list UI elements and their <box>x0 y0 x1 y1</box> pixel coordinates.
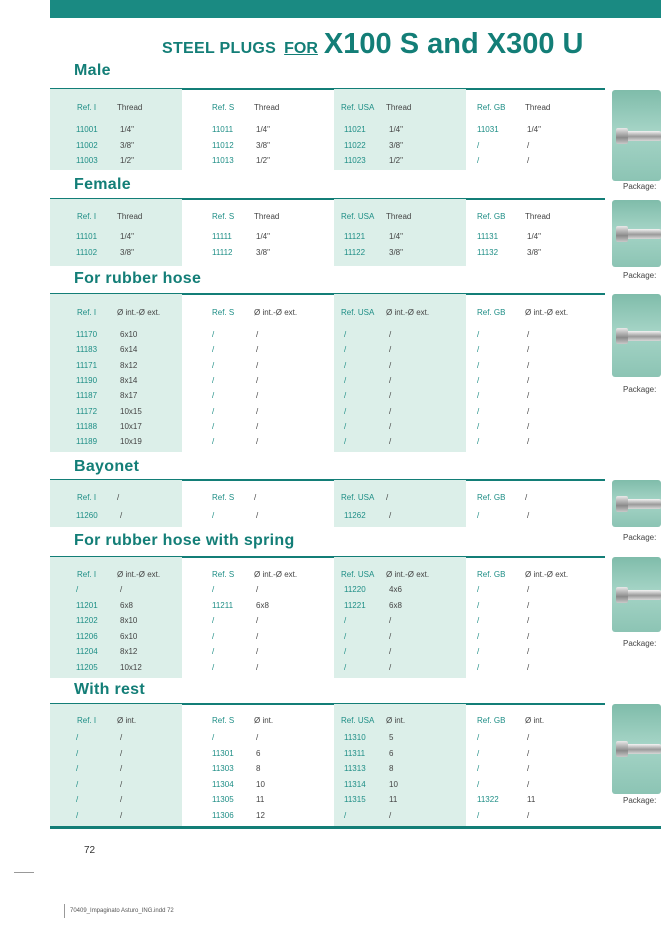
spec-value: 10x15 <box>120 406 142 416</box>
spec-value: / <box>120 795 123 804</box>
plug-collar <box>616 226 628 242</box>
spec-value: / <box>527 140 530 150</box>
spec-value: / <box>256 406 259 416</box>
section-title-spring: For rubber hose with spring <box>74 532 295 549</box>
value-header: Thread <box>386 212 412 221</box>
plug-collar <box>616 128 628 144</box>
package-label: Package: <box>623 385 657 394</box>
ref-code: 11012 <box>212 140 234 150</box>
ref-code: / <box>212 631 215 641</box>
plug-photo <box>612 704 661 794</box>
spec-value: 8 <box>389 764 394 773</box>
spec-value: 3/8" <box>120 140 134 150</box>
spec-value: 1/4" <box>256 125 270 134</box>
ref-header: Ref. USA <box>341 308 375 317</box>
spec-value: / <box>527 662 530 672</box>
footer-filename: 70409_Impaginato Asturo_ING.indd 72 <box>70 908 174 914</box>
ref-header: Ref. USA <box>341 103 375 112</box>
plug-photo <box>612 480 661 527</box>
package-label: Package: <box>623 533 657 542</box>
ref-code: / <box>477 585 480 594</box>
spec-value: 1/4" <box>120 125 134 134</box>
value-header: Thread <box>117 103 143 112</box>
ref-code: 11031 <box>477 125 499 134</box>
ref-code: 11112 <box>212 247 233 257</box>
spec-value: / <box>527 406 530 416</box>
value-header: Thread <box>254 212 280 221</box>
spec-value: 10x12 <box>120 662 142 672</box>
spec-value: 3/8" <box>389 247 403 257</box>
spec-value: / <box>256 616 259 625</box>
ref-header: Ref. I <box>77 493 97 502</box>
value-header: / <box>386 493 389 502</box>
spec-value: / <box>527 156 530 165</box>
spec-value: 11 <box>527 795 536 804</box>
ref-code: 11021 <box>344 125 366 134</box>
spec-value: 8x14 <box>120 375 138 385</box>
ref-code: / <box>477 733 480 742</box>
column-band <box>50 704 182 826</box>
ref-code: 11322 <box>477 795 499 804</box>
spec-value: / <box>256 360 259 370</box>
ref-code: 11262 <box>344 511 366 520</box>
value-header: Ø int.-Ø ext. <box>525 308 569 317</box>
spec-value: 1/2" <box>256 156 270 165</box>
ref-code: 11205 <box>76 662 98 672</box>
spec-value: 1/4" <box>527 232 541 241</box>
ref-header: Ref. GB <box>477 103 506 112</box>
ref-code: / <box>212 437 215 447</box>
ref-code: 11201 <box>76 600 98 610</box>
footer-divider <box>64 904 65 918</box>
ref-code: / <box>477 330 480 339</box>
spec-value: 3/8" <box>120 247 134 257</box>
title-main: X100 S and X300 U <box>323 28 584 60</box>
ref-code: / <box>344 391 347 401</box>
spec-value: / <box>527 360 530 370</box>
ref-code: / <box>344 375 347 385</box>
ref-header: Ref. I <box>77 212 97 221</box>
section-title-male: Male <box>74 62 111 79</box>
spec-value: / <box>527 733 530 742</box>
ref-code: / <box>477 375 480 385</box>
spec-value: / <box>527 764 530 773</box>
column-band <box>50 199 182 266</box>
title-prefix: STEEL PLUGS <box>162 40 277 57</box>
ref-code: 11170 <box>76 330 98 339</box>
ref-code: / <box>76 585 79 594</box>
spec-value: / <box>389 631 392 641</box>
ref-header: Ref. GB <box>477 308 506 317</box>
value-header: / <box>525 493 528 502</box>
spec-value: / <box>120 779 123 789</box>
ref-code: / <box>212 391 215 401</box>
spec-value: 8x17 <box>120 391 138 401</box>
spec-value: / <box>120 585 123 594</box>
ref-code: 11313 <box>344 764 366 773</box>
ref-code: 11172 <box>76 406 98 416</box>
spec-value: 6x10 <box>120 330 138 339</box>
spec-value: / <box>256 631 259 641</box>
ref-code: 11101 <box>76 232 98 241</box>
spec-value: 3/8" <box>256 247 270 257</box>
ref-code: 11301 <box>212 748 234 758</box>
ref-code: / <box>212 375 215 385</box>
plug-collar <box>616 328 628 344</box>
spec-value: / <box>527 345 530 355</box>
ref-code: / <box>344 810 347 820</box>
spec-value: / <box>256 647 259 656</box>
spec-value: / <box>256 375 259 385</box>
ref-code: 11188 <box>76 421 98 431</box>
ref-code: / <box>477 140 480 150</box>
page-number: 72 <box>84 845 96 856</box>
spec-value: / <box>527 391 530 401</box>
value-header: Ø int. <box>386 716 406 725</box>
spec-value: / <box>389 345 392 355</box>
ref-code: 11003 <box>76 156 98 165</box>
ref-code: / <box>477 647 480 656</box>
spec-value: / <box>389 391 392 401</box>
ref-code: 11220 <box>344 585 366 594</box>
spec-value: 1/4" <box>256 232 270 241</box>
ref-code: 11314 <box>344 779 366 789</box>
spec-value: / <box>527 616 530 625</box>
column-band <box>50 294 182 452</box>
spec-value: / <box>389 616 392 625</box>
plug-photo <box>612 200 661 267</box>
value-header: / <box>254 493 257 502</box>
ref-code: / <box>477 616 480 625</box>
spec-value: 6x8 <box>120 600 133 610</box>
ref-code: / <box>212 360 215 370</box>
title-for: FOR <box>284 40 318 57</box>
ref-header: Ref. GB <box>477 212 506 221</box>
plug-photo <box>612 294 661 377</box>
ref-code: / <box>477 631 480 641</box>
ref-code: / <box>76 779 79 789</box>
ref-code: 11204 <box>76 647 98 656</box>
spec-value: 5 <box>389 733 394 742</box>
ref-code: / <box>76 810 79 820</box>
spec-value: 6x8 <box>389 600 402 610</box>
value-header: Ø int. <box>525 716 545 725</box>
ref-header: Ref. S <box>212 716 235 725</box>
spec-value: / <box>120 733 123 742</box>
plug-photo <box>612 90 661 181</box>
ref-code: / <box>477 421 480 431</box>
spec-value: 10x19 <box>120 437 142 447</box>
spec-value: 1/2" <box>120 156 134 165</box>
spec-value: / <box>389 437 392 447</box>
spec-value: / <box>256 585 259 594</box>
ref-code: 11187 <box>76 391 98 401</box>
spec-value: / <box>256 345 259 355</box>
ref-code: / <box>344 360 347 370</box>
spec-value: / <box>527 421 530 431</box>
plug-collar <box>616 587 628 603</box>
ref-code: 11310 <box>344 733 366 742</box>
spec-value: / <box>389 375 392 385</box>
value-header: Thread <box>525 103 551 112</box>
ref-code: / <box>344 662 347 672</box>
value-header: Ø int.-Ø ext. <box>254 308 298 317</box>
ref-code: 11189 <box>76 437 98 447</box>
ref-code: 11202 <box>76 616 98 625</box>
ref-header: Ref. I <box>77 570 97 579</box>
ref-code: 11206 <box>76 631 98 641</box>
ref-code: / <box>477 437 480 447</box>
ref-code: / <box>344 330 347 339</box>
ref-code: / <box>76 795 79 804</box>
spec-value: / <box>120 748 123 758</box>
ref-code: 11002 <box>76 140 98 150</box>
value-header: Ø int. <box>254 716 274 725</box>
spec-value: / <box>527 779 530 789</box>
spec-value: 11 <box>256 795 265 804</box>
ref-code: / <box>344 616 347 625</box>
ref-code: 11132 <box>477 247 499 257</box>
top-accent-bar <box>50 0 661 18</box>
ref-code: / <box>212 662 215 672</box>
ref-header: Ref. I <box>77 308 97 317</box>
spec-value: / <box>527 631 530 641</box>
plug-collar <box>616 741 628 757</box>
value-header: Ø int.-Ø ext. <box>117 308 161 317</box>
ref-code: / <box>212 511 215 520</box>
ref-code: / <box>212 616 215 625</box>
value-header: / <box>117 493 120 502</box>
section-title-rubber: For rubber hose <box>74 270 202 287</box>
ref-code: / <box>212 733 215 742</box>
ref-code: 11304 <box>212 779 234 789</box>
plug-photo <box>612 557 661 632</box>
crop-mark <box>14 872 34 873</box>
value-header: Thread <box>254 103 280 112</box>
ref-code: / <box>477 779 480 789</box>
spec-value: / <box>256 330 259 339</box>
spec-value: / <box>389 647 392 656</box>
spec-value: / <box>527 375 530 385</box>
ref-code: / <box>477 764 480 773</box>
ref-code: 11260 <box>76 511 98 520</box>
ref-code: 11013 <box>212 156 234 165</box>
section-title-rest: With rest <box>74 681 146 698</box>
ref-code: 11305 <box>212 795 234 804</box>
ref-code: 11221 <box>344 600 366 610</box>
column-band <box>50 480 182 527</box>
ref-code: 11311 <box>344 748 366 758</box>
ref-header: Ref. S <box>212 308 235 317</box>
spec-value: / <box>389 662 392 672</box>
spec-value: 6 <box>389 748 394 758</box>
ref-header: Ref. I <box>77 103 97 112</box>
ref-header: Ref. S <box>212 570 235 579</box>
value-header: Thread <box>525 212 551 221</box>
spec-value: 10x17 <box>120 421 142 431</box>
spec-value: 4x6 <box>389 585 402 594</box>
spec-value: / <box>256 662 259 672</box>
ref-header: Ref. USA <box>341 493 375 502</box>
ref-code: / <box>477 662 480 672</box>
spec-value: / <box>120 810 123 820</box>
value-header: Ø int.-Ø ext. <box>525 570 569 579</box>
spec-value: 3/8" <box>256 140 270 150</box>
spec-value: 8x12 <box>120 360 138 370</box>
package-label: Package: <box>623 182 657 191</box>
column-band <box>50 557 182 678</box>
spec-value: 10 <box>256 779 265 789</box>
ref-header: Ref. USA <box>341 716 375 725</box>
spec-value: / <box>256 437 259 447</box>
spec-value: / <box>256 421 259 431</box>
spec-value: 8x12 <box>120 647 138 656</box>
package-label: Package: <box>623 639 657 648</box>
ref-code: 11102 <box>76 247 98 257</box>
ref-code: / <box>212 647 215 656</box>
ref-code: / <box>76 733 79 742</box>
spec-value: 1/4" <box>527 125 541 134</box>
ref-header: Ref. S <box>212 493 235 502</box>
ref-code: / <box>344 631 347 641</box>
ref-code: / <box>212 421 215 431</box>
spec-value: 12 <box>256 810 265 820</box>
ref-code: 11122 <box>344 247 366 257</box>
spec-value: / <box>527 810 530 820</box>
package-label: Package: <box>623 796 657 805</box>
ref-header: Ref. S <box>212 212 235 221</box>
ref-code: 11171 <box>76 360 98 370</box>
page-title <box>162 28 583 64</box>
ref-code: / <box>477 406 480 416</box>
spec-value: 1/4" <box>389 125 403 134</box>
spec-value: / <box>389 360 392 370</box>
ref-header: Ref. GB <box>477 493 506 502</box>
bottom-rule <box>50 826 661 829</box>
spec-value: 6 <box>256 748 261 758</box>
spec-value: / <box>527 748 530 758</box>
spec-value: / <box>256 733 259 742</box>
ref-code: / <box>344 437 347 447</box>
ref-code: 11023 <box>344 156 366 165</box>
ref-header: Ref. GB <box>477 716 506 725</box>
spec-value: 1/4" <box>120 232 134 241</box>
ref-code: 11211 <box>212 600 234 610</box>
spec-value: / <box>389 421 392 431</box>
ref-code: 11121 <box>344 232 366 241</box>
ref-header: Ref. S <box>212 103 235 112</box>
spec-value: / <box>256 391 259 401</box>
spec-value: / <box>389 330 392 339</box>
ref-code: / <box>477 360 480 370</box>
package-label: Package: <box>623 271 657 280</box>
value-header: Ø int.-Ø ext. <box>386 308 430 317</box>
spec-value: / <box>389 810 392 820</box>
ref-code: / <box>477 600 480 610</box>
spec-value: 10 <box>389 779 398 789</box>
spec-value: 6x8 <box>256 600 269 610</box>
spec-value: / <box>389 511 392 520</box>
ref-code: / <box>344 406 347 416</box>
ref-code: / <box>76 748 79 758</box>
column-band <box>50 89 182 170</box>
spec-value: / <box>389 406 392 416</box>
ref-code: / <box>76 764 79 773</box>
spec-value: / <box>527 437 530 447</box>
ref-header: Ref. GB <box>477 570 506 579</box>
ref-code: 11183 <box>76 345 98 355</box>
spec-value: 3/8" <box>389 140 403 150</box>
ref-code: / <box>477 511 480 520</box>
ref-code: 11111 <box>212 232 232 241</box>
spec-value: 8x10 <box>120 616 138 625</box>
ref-code: 11011 <box>212 125 234 134</box>
spec-value: / <box>527 647 530 656</box>
spec-value: / <box>256 511 259 520</box>
ref-code: / <box>477 748 480 758</box>
spec-value: 1/4" <box>389 232 403 241</box>
spec-value: 1/2" <box>389 156 403 165</box>
spec-value: / <box>527 511 530 520</box>
ref-code: / <box>212 585 215 594</box>
value-header: Ø int.-Ø ext. <box>117 570 161 579</box>
ref-code: / <box>344 647 347 656</box>
ref-code: 11001 <box>76 125 98 134</box>
section-title-bayonet: Bayonet <box>74 458 140 475</box>
ref-code: / <box>477 345 480 355</box>
spec-value: 6x14 <box>120 345 138 355</box>
ref-code: / <box>344 345 347 355</box>
ref-code: / <box>212 406 215 416</box>
ref-code: 11306 <box>212 810 234 820</box>
ref-code: / <box>212 330 215 339</box>
value-header: Ø int. <box>117 716 137 725</box>
spec-value: / <box>527 330 530 339</box>
value-header: Thread <box>117 212 143 221</box>
ref-header: Ref. USA <box>341 212 375 221</box>
value-header: Ø int.-Ø ext. <box>386 570 430 579</box>
ref-code: 11315 <box>344 795 366 804</box>
ref-code: / <box>477 810 480 820</box>
spec-value: 11 <box>389 795 398 804</box>
spec-value: 6x10 <box>120 631 138 641</box>
ref-code: / <box>477 156 480 165</box>
ref-header: Ref. USA <box>341 570 375 579</box>
spec-value: 3/8" <box>527 247 541 257</box>
ref-code: 11131 <box>477 232 499 241</box>
value-header: Thread <box>386 103 412 112</box>
ref-code: 11303 <box>212 764 234 773</box>
value-header: Ø int.-Ø ext. <box>254 570 298 579</box>
section-title-female: Female <box>74 176 131 193</box>
spec-value: / <box>120 511 123 520</box>
spec-value: / <box>527 585 530 594</box>
ref-code: / <box>212 345 215 355</box>
spec-value: / <box>120 764 123 773</box>
ref-code: / <box>344 421 347 431</box>
spec-value: 8 <box>256 764 261 773</box>
plug-collar <box>616 496 628 512</box>
ref-code: 11022 <box>344 140 366 150</box>
ref-code: / <box>477 391 480 401</box>
spec-value: / <box>527 600 530 610</box>
ref-header: Ref. I <box>77 716 97 725</box>
ref-code: 11190 <box>76 375 98 385</box>
